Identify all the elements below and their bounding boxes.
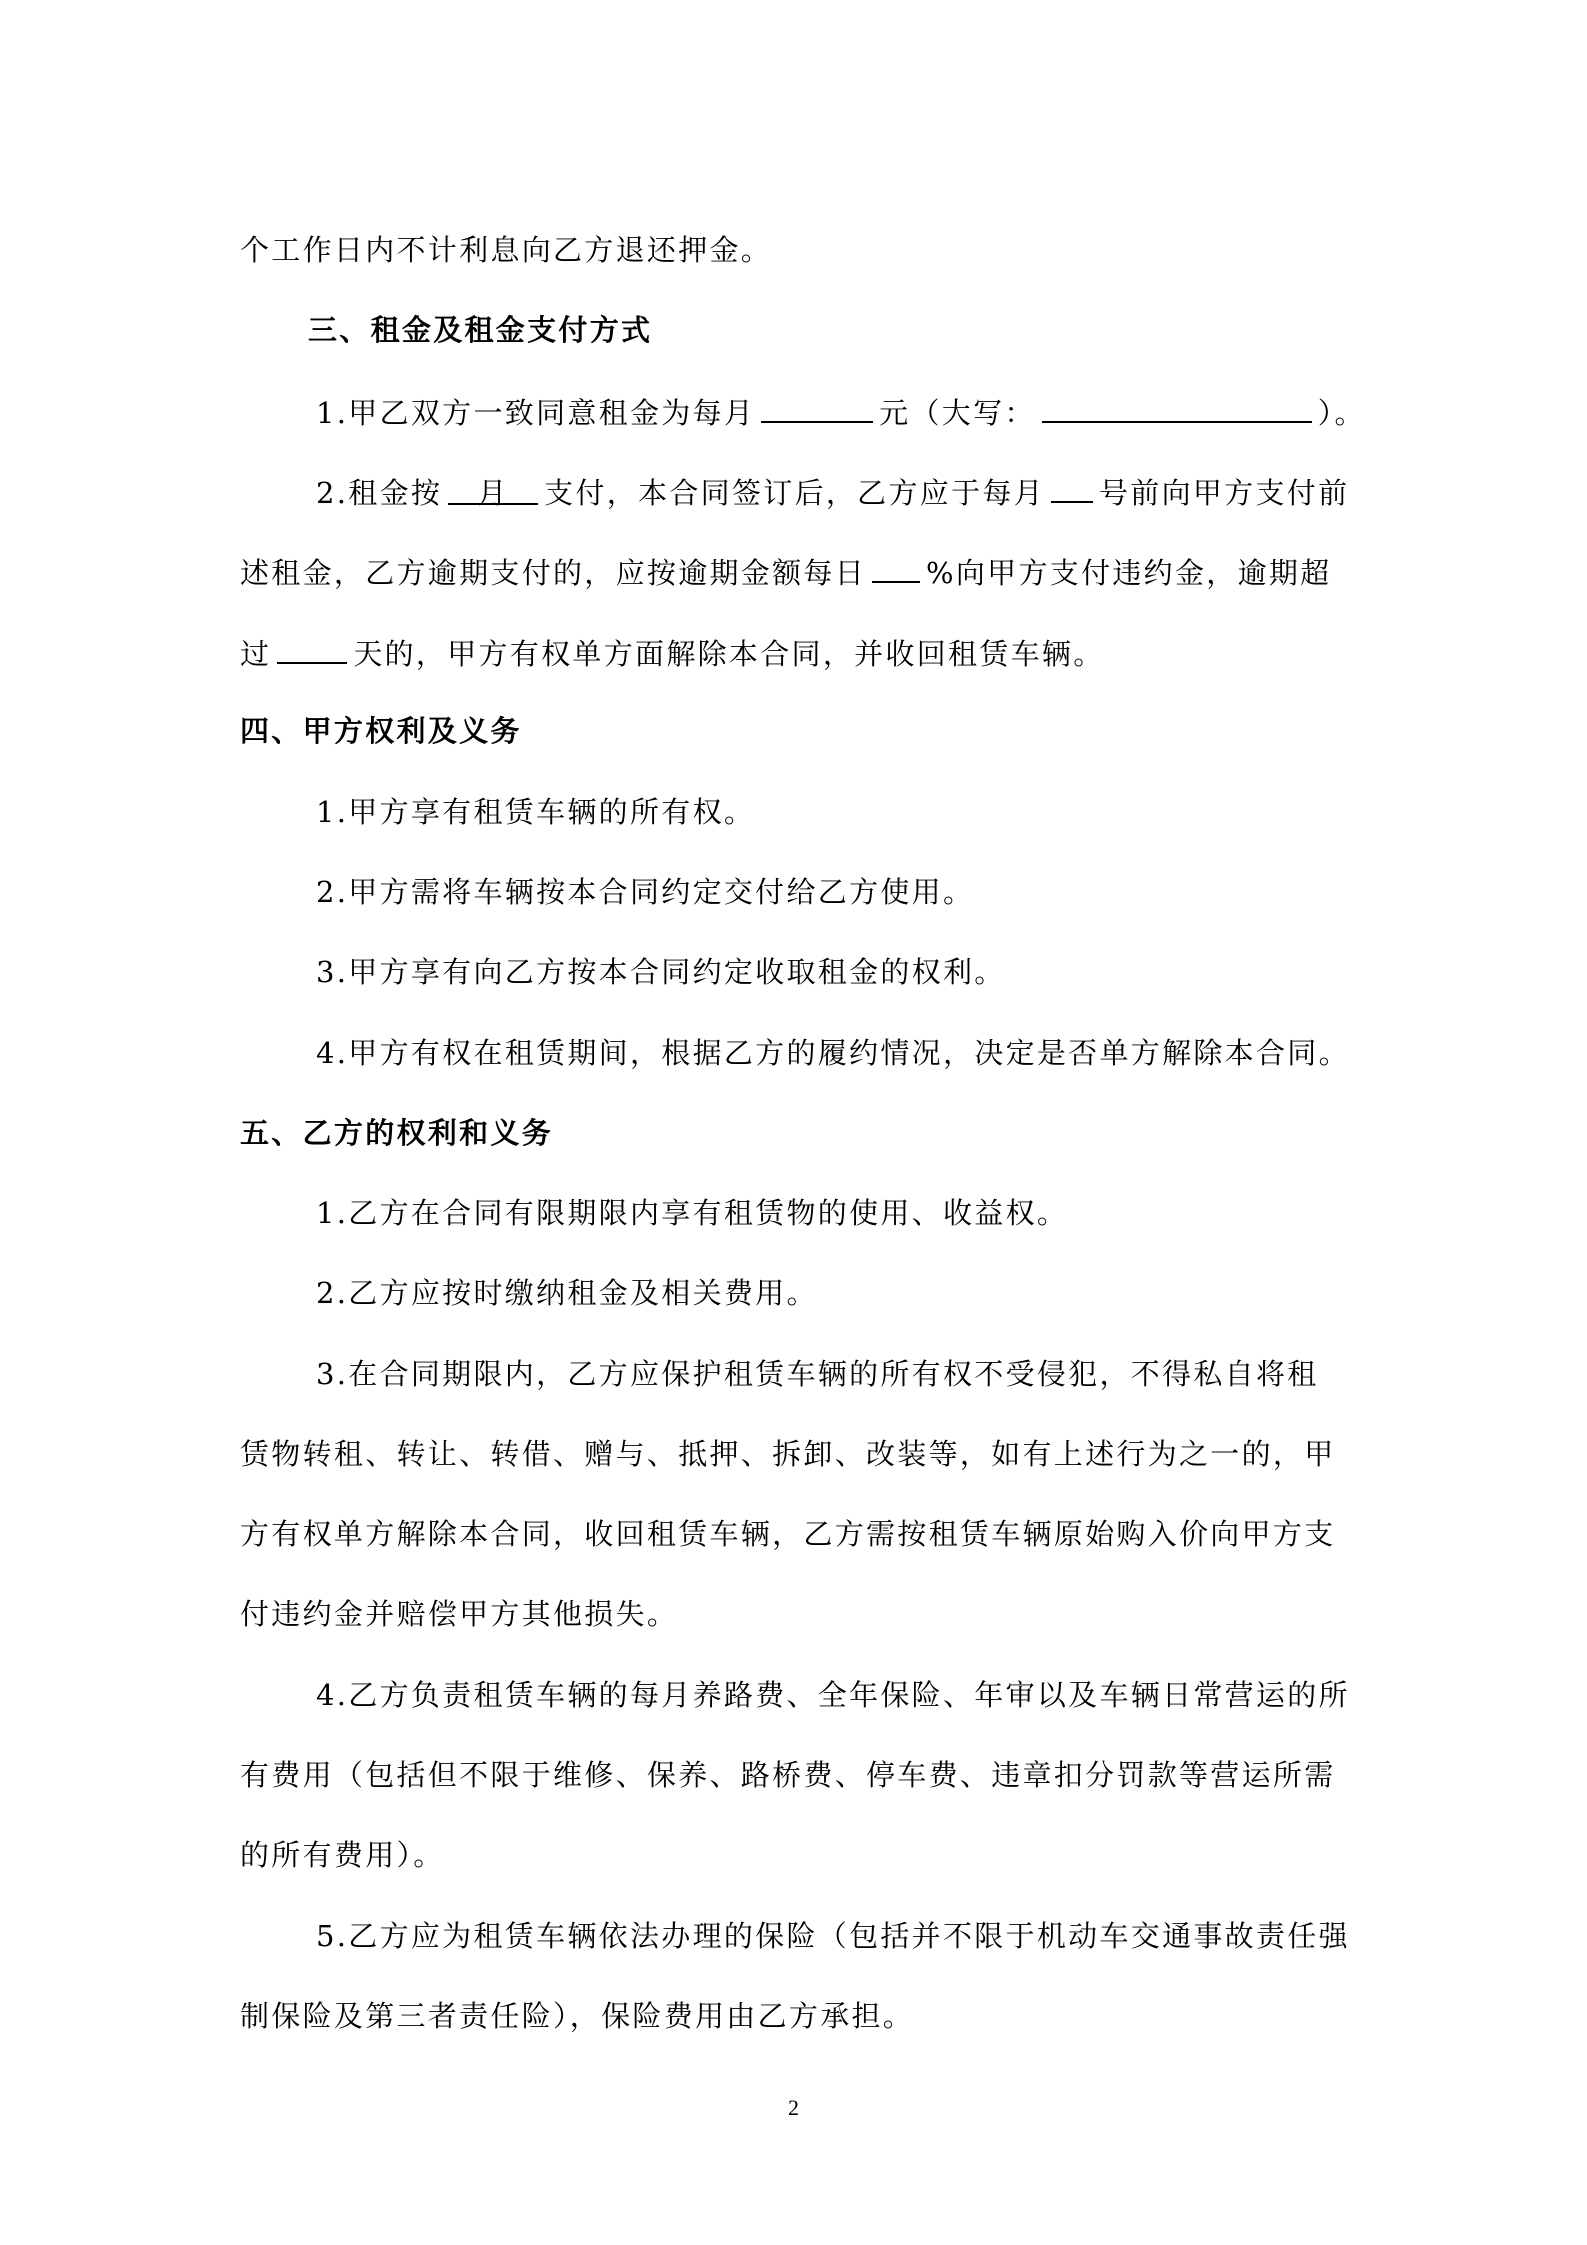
paragraph-line (240, 551, 1331, 593)
section-heading-5: 五、乙方的权利和义务 (240, 1116, 554, 1150)
paragraph-line: 个工作日内不计利息向乙方退还押金。 (240, 233, 773, 267)
page-number: 2 (788, 2095, 799, 2120)
text-span: 1.甲乙双方一致同意租金为每月 (316, 396, 756, 430)
paragraph-line: 2.乙方应按时缴纳租金及相关费用。 (316, 1276, 818, 1310)
paragraph-line: 的所有费用）。 (240, 1838, 445, 1872)
text-span: 支付，本合同签订后，乙方应于每月 (544, 476, 1045, 510)
paragraph-line: 赁物转租、转让、转借、赠与、抵押、拆卸、改装等，如有上述行为之一的，甲 (240, 1437, 1336, 1471)
text-span: 号前向甲方支付前 (1098, 476, 1350, 510)
text-span: 天的，甲方有权单方面解除本合同，并收回租赁车辆。 (353, 637, 1105, 671)
blank-line (1051, 471, 1093, 503)
paragraph-line (316, 471, 1349, 513)
paragraph-line: 3.甲方享有向乙方按本合同约定收取租金的权利。 (316, 955, 1006, 989)
blank-line (872, 551, 920, 583)
paragraph-line: 付违约金并赔偿甲方其他损失。 (240, 1597, 679, 1631)
section-heading-3: 三、租金及租金支付方式 (308, 313, 653, 347)
text-span: 元（大写： (879, 396, 1036, 430)
section-heading-4: 四、甲方权利及义务 (240, 714, 522, 748)
paragraph-line (240, 632, 1105, 674)
text-span: 过 (240, 637, 272, 671)
paragraph-line: 4.乙方负责租赁车辆的每月养路费、全年保险、年审以及车辆日常营运的所 (316, 1678, 1350, 1712)
paragraph-line: 2.甲方需将车辆按本合同约定交付给乙方使用。 (316, 875, 975, 909)
paragraph-line: 有费用（包括但不限于维修、保养、路桥费、停车费、违章扣分罚款等营运所需 (240, 1758, 1336, 1792)
paragraph-line: 1.甲方享有租赁车辆的所有权。 (316, 795, 756, 829)
paragraph-line: 4.甲方有权在租赁期间，根据乙方的履约情况，决定是否单方解除本合同。 (316, 1036, 1350, 1070)
text-span: 述租金，乙方逾期支付的，应按逾期金额每日 (240, 556, 867, 590)
text-span: 2.租金按 (316, 476, 443, 510)
paragraph-line (316, 391, 1366, 433)
blank-line (1042, 391, 1312, 423)
paragraph-line: 方有权单方解除本合同，收回租赁车辆，乙方需按租赁车辆原始购入价向甲方支 (240, 1517, 1336, 1551)
paragraph-line: 制保险及第三者责任险），保险费用由乙方承担。 (240, 1999, 915, 2033)
blank-line-filled: 月 (448, 473, 538, 505)
blank-line (277, 632, 347, 664)
paragraph-line: 3.在合同期限内，乙方应保护租赁车辆的所有权不受侵犯，不得私自将租 (316, 1357, 1319, 1391)
paragraph-line: 1.乙方在合同有限期限内享有租赁物的使用、收益权。 (316, 1196, 1069, 1230)
text-span: ）。 (1317, 396, 1366, 430)
text-span: %向甲方支付违约金，逾期超 (926, 556, 1332, 590)
paragraph-line: 5.乙方应为租赁车辆依法办理的保险（包括并不限于机动车交通事故责任强 (316, 1919, 1350, 1953)
blank-line (761, 391, 873, 423)
